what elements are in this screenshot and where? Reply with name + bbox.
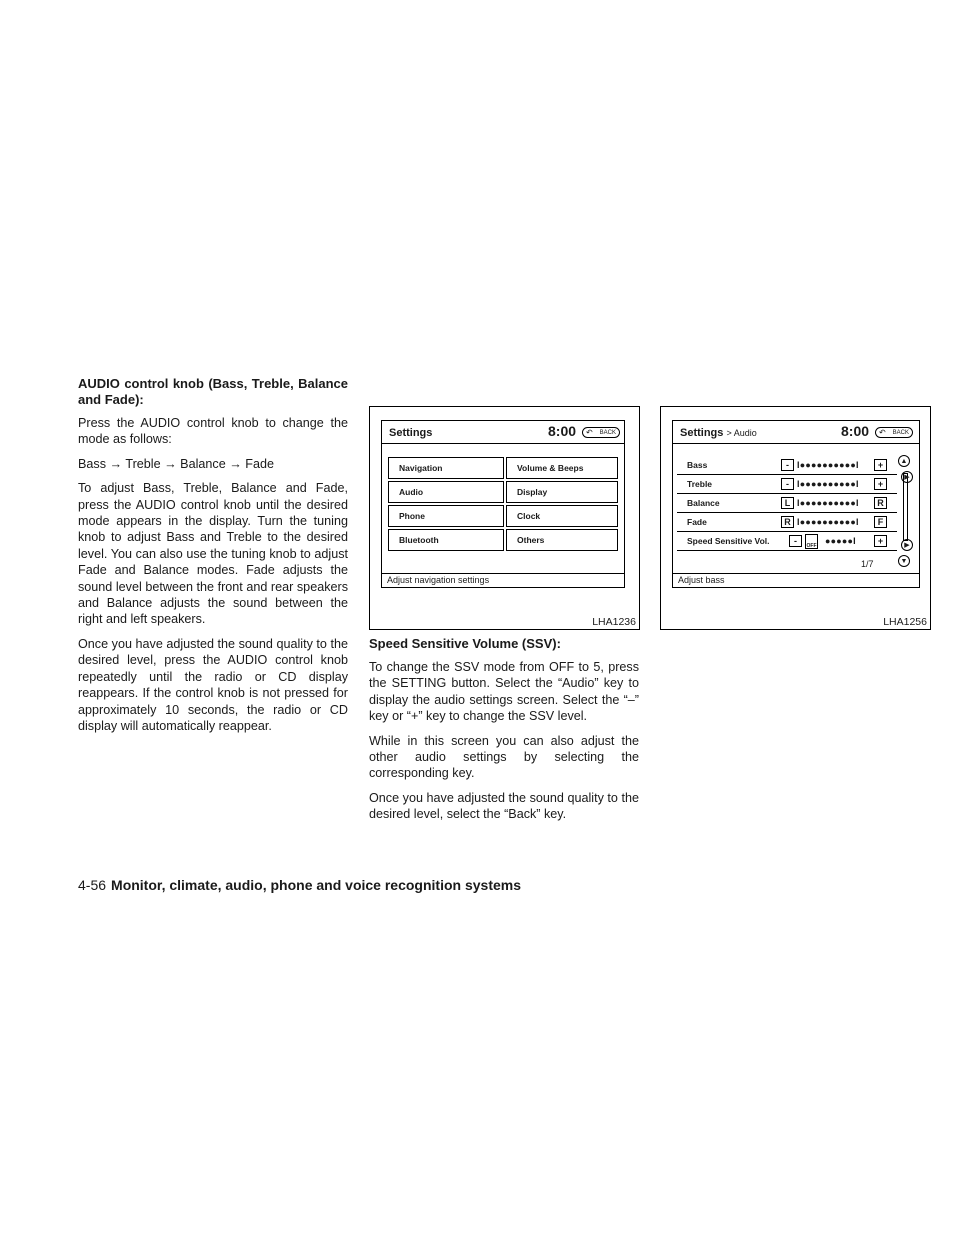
back-button[interactable] [582,427,620,438]
paragraph: Press the AUDIO control knob to change the mode as follows: [78,416,348,447]
rear-button[interactable]: R [781,516,794,528]
increase-button[interactable]: + [874,478,887,490]
back-arrow-icon: ↶ [586,428,593,437]
column-left [78,376,348,742]
level-indicator: I●●●●●●●●●●I [797,479,859,489]
menu-item-navigation[interactable] [388,457,504,479]
menu-item-bluetooth[interactable] [388,529,504,551]
divider [382,573,624,574]
menu-item-audio[interactable] [388,481,504,503]
mode-sequence: Bass → Treble → Balance → Fade [78,456,274,471]
back-button-label: BACK [892,430,909,436]
level-indicator: ●●●●●I [825,536,856,546]
screen-title-main: Settings [680,427,724,439]
screen-title: Settings [389,427,433,439]
screen-subtitle: > Audio [726,428,757,438]
decrease-button[interactable]: - [781,478,794,490]
back-arrow-icon: ↶ [879,428,886,437]
menu-item-display[interactable] [506,481,618,503]
menu-item-label: Clock [517,511,541,521]
column-middle [369,636,639,831]
chapter-title: Monitor, climate, audio, phone and voice recognition systems [111,877,521,893]
page-footer [78,877,521,893]
status-text: Adjust navigation settings [387,575,490,585]
menu-item-label: Bluetooth [399,535,439,545]
divider [673,443,919,444]
off-label: OFF [806,543,817,549]
paragraph: While in this screen you can also adjust the other audio settings by selecting the corresponding key. [369,733,639,781]
right-button[interactable]: R [874,497,887,509]
row-label: Treble [687,479,713,489]
paragraph: Once you have adjusted the sound quality to the desired level, select the “Back” key. [369,790,639,822]
page-number: 4-56 [78,877,107,893]
decrease-button[interactable]: - [781,459,794,471]
clock-time: 8:00 [548,423,577,439]
level-indicator: I●●●●●●●●●●I [797,498,859,508]
paragraph: Once you have adjusted the sound quality to the desired level, press the AUDIO control knob repeatedly until the radio or CD display reappears. If the control knob is not pressed for approximately 10 seconds, the radio or CD display will automatically reappear. [78,636,348,733]
paragraph: To change the SSV mode from OFF to 5, press the SETTING button. Select the “Audio” key to display the audio settings screen. Select the “–” key or “+” key to change the SSV level. [369,660,639,724]
menu-item-label: Display [517,487,548,497]
audio-row-treble[interactable] [677,476,897,494]
level-indicator: I●●●●●●●●●●I [797,460,859,470]
display-screen [381,420,625,588]
menu-item-clock[interactable] [506,505,618,527]
screen-title [680,427,757,439]
figure-code: LHA1256 [883,616,927,628]
back-button-label: BACK [599,430,616,436]
menu-item-label: Volume & Beeps [517,463,584,473]
page-up-icon[interactable]: ▶ [901,471,913,483]
audio-rows [677,457,897,553]
figure-settings-screen [369,406,640,630]
menu-item-volume-beeps[interactable] [506,457,618,479]
level-indicator: I●●●●●●●●●●I [797,517,859,527]
row-label: Speed Sensitive Vol. [687,536,770,546]
back-button[interactable] [875,427,913,438]
scroll-up-icon[interactable]: ▲ [898,455,910,467]
front-button[interactable]: F [874,516,887,528]
audio-row-fade[interactable] [677,514,897,532]
menu-item-others[interactable] [506,529,618,551]
row-label: Balance [687,498,720,508]
menu-item-label: Phone [399,511,425,521]
divider [673,573,919,574]
menu-item-label: Navigation [399,463,443,473]
clock-time: 8:00 [841,423,870,439]
decrease-button[interactable]: - [789,535,802,547]
audio-row-ssv[interactable] [677,533,897,551]
figure-audio-settings-screen [660,406,931,630]
section-heading-ssv: Speed Sensitive Volume (SSV): [369,636,561,651]
menu-item-label: Others [517,535,545,545]
section-heading-audio-knob: AUDIO control knob (Bass, Treble, Balance and Fade): [78,376,348,407]
page-down-icon[interactable]: ▶ [901,539,913,551]
menu-item-phone[interactable] [388,505,504,527]
audio-row-bass[interactable] [677,457,897,475]
page-indicator: 1/7 [861,559,874,569]
figure-code: LHA1236 [592,616,636,628]
increase-button[interactable]: + [874,535,887,547]
menu-item-label: Audio [399,487,424,497]
increase-button[interactable]: + [874,459,887,471]
status-text: Adjust bass [678,575,725,585]
paragraph: To adjust Bass, Treble, Balance and Fade, press the AUDIO control knob until the desired mode appears in the display. Turn the tuning knob to adjust Bass and Treble to the desired level. You can also use the tuning knob to adjust Fade and Balance modes. Fade adjusts the sound level between the front and rear speakers and Balance adjusts the sound between the right and left speakers. [78,481,348,627]
row-label: Fade [687,517,707,527]
left-button[interactable]: L [781,497,794,509]
ssv-off-indicator [805,534,818,549]
row-label: Bass [687,460,708,470]
divider [382,443,624,444]
scroll-down-icon[interactable]: ▼ [898,555,910,567]
display-screen [672,420,920,588]
audio-row-balance[interactable] [677,495,897,513]
